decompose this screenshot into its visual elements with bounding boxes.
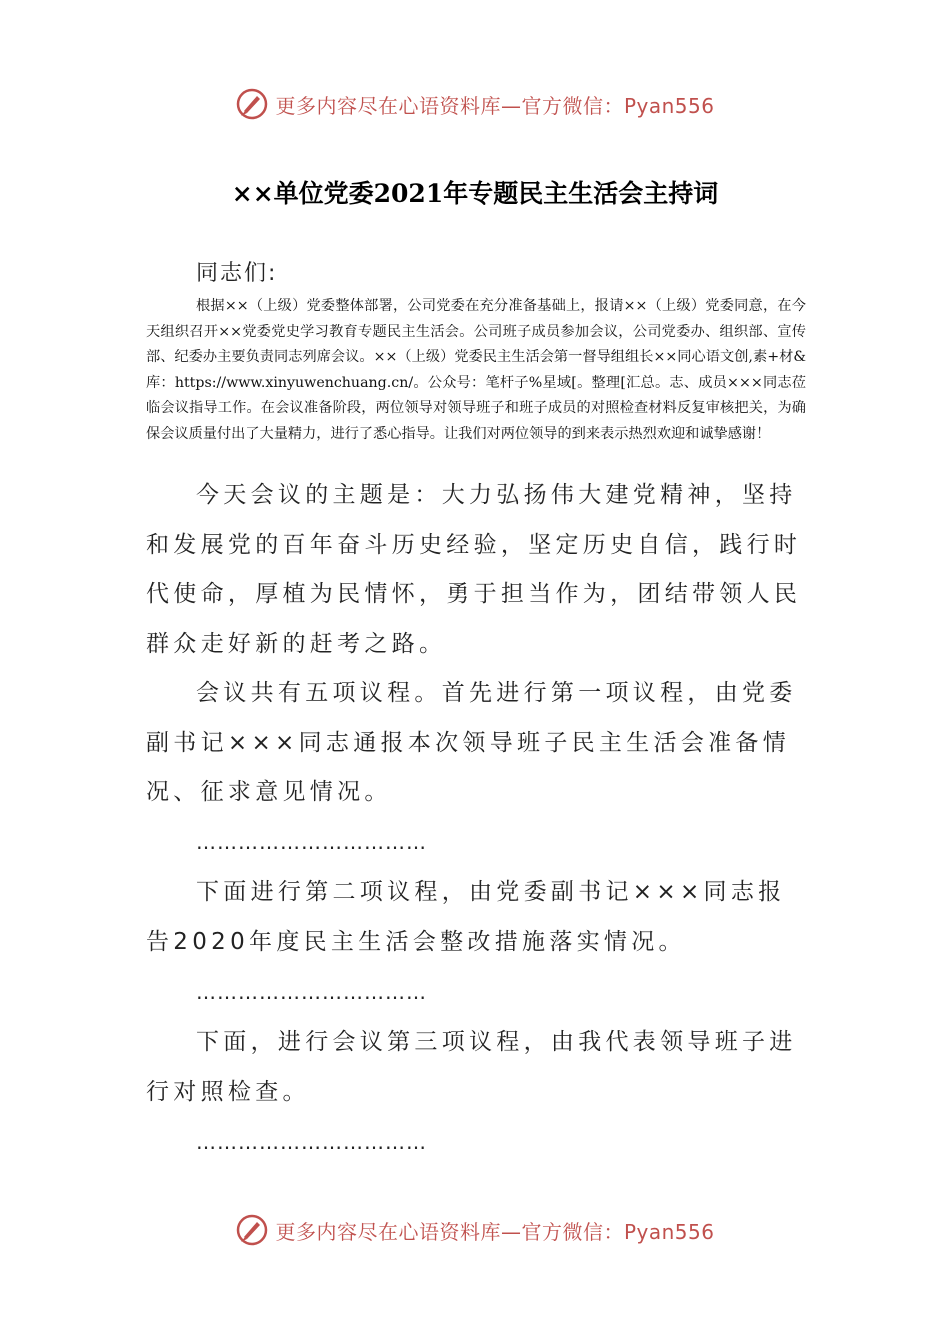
agenda-three-paragraph: 下面，进行会议第三项议程，由我代表领导班子进行对照检查。 bbox=[146, 1029, 797, 1105]
ellipsis-2: …………………………… bbox=[196, 980, 427, 1004]
pen-logo-icon bbox=[235, 87, 269, 121]
banner-text bbox=[275, 1216, 714, 1245]
banner-dash: — bbox=[500, 1219, 522, 1244]
intro-paragraph: 根据××（上级）党委整体部署，公司党委在充分准备基础上，报请××（上级）党委同意，在今天组织召开××党委党史学习教育专题民主生活会。公司班子成员参加会议，公司党委办、组织部、宣传部、纪委办主要负责同志列席会议。××（上级）党委民主生活会第一督导组组长××同心语文创,素+材&库：https://www.xinyuwenchuang.cn/。公众号：笔杆子%星域[。整理[汇总。志、成员×××同志莅临会议指导工作。在会议准备阶段，两位领导对领导班子和班子成员的对照检查材料反复审核把关，为确保会议质量付出了大量精力，进行了悉心指导。让我们对两位领导的到来表示热烈欢迎和诚挚感谢！ bbox=[146, 298, 806, 442]
greeting: 同志们: bbox=[196, 261, 278, 286]
theme-paragraph: 今天会议的主题是：大力弘扬伟大建党精神，坚持和发展党的百年奋斗历史经验，坚定历史自信，践行时代使命，厚植为民情怀，勇于担当作为，团结带领人民群众走好新的赶考之路。 bbox=[146, 482, 802, 657]
header-banner bbox=[0, 82, 950, 126]
banner-contact-text: 官方微信：Pyan556 bbox=[521, 93, 715, 118]
banner-dash: — bbox=[500, 93, 522, 118]
banner-text bbox=[275, 90, 714, 119]
footer-banner bbox=[0, 1208, 950, 1252]
agenda-two-paragraph: 下面进行第二项议程，由党委副书记×××同志报告2020年度民主生活会整改措施落实情况。 bbox=[146, 879, 786, 955]
agenda-one-paragraph: 会议共有五项议程。首先进行第一项议程，由党委副书记×××同志通报本次领导班子民主生活会准备情况、征求意见情况。 bbox=[146, 680, 797, 805]
pen-logo-icon bbox=[235, 1213, 269, 1247]
ellipsis-3: …………………………… bbox=[196, 1130, 427, 1154]
ellipsis-1: …………………………… bbox=[196, 830, 427, 854]
document-title: ××单位党委2021年专题民主生活会主持词 bbox=[231, 179, 719, 208]
banner-contact-text: 官方微信：Pyan556 bbox=[521, 1219, 715, 1244]
banner-main-text: 更多内容尽在心语资料库 bbox=[275, 93, 501, 118]
banner-main-text: 更多内容尽在心语资料库 bbox=[275, 1219, 501, 1244]
